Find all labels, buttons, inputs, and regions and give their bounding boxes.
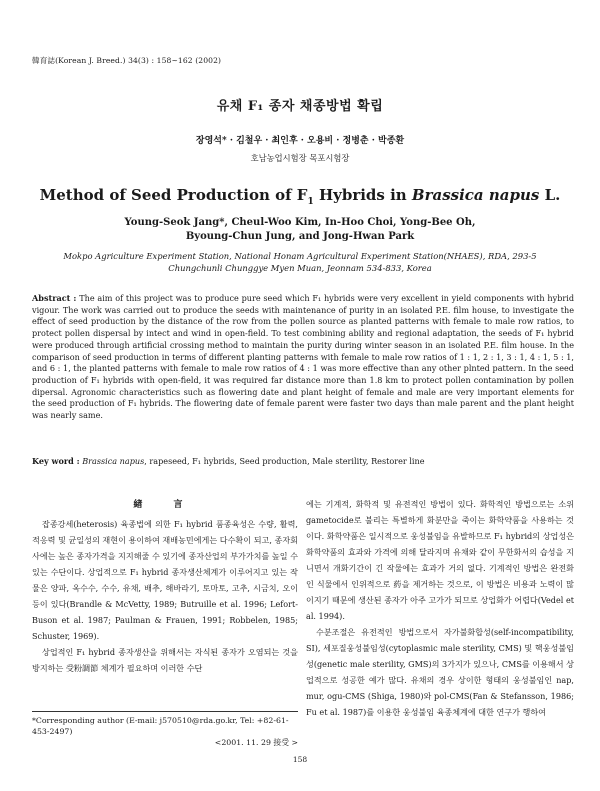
korean-title: 유채 F₁ 종자 채종방법 확립	[216, 99, 384, 114]
left-column	[32, 516, 298, 676]
keywords	[32, 456, 574, 466]
left-paragraph-1: 잡종강세(heterosis) 육종법에 의한 F₁ hybrid 품종육성은 수량, 활력, 적응력 및 균일성의 재현이 용이하여 재배농민에게는 다수확이 되고, 종자회사에는 높은 종자가격을 지지해줄 수 있기에 종자산업의 부가가치를 높일 수 있는 수단이다. 상업적으로 F₁ hybrid 종자생산체계가 이루어지고 있는 작물은 양파, 옥수수, 수수, 유채, 배추, 해바라기, 토마토, 고추, 시금치, 오이 등이 있다(Brandle & McVetty, 1989; Butruille et al. 1996; Lefort-Buson et al. 1987; Paulman & Frauen, 1991; Robbelen, 1985; Schuster, 1969).	[32, 519, 298, 641]
journal-citation: 韓育誌(Korean J. Breed.) 34(3) : 158~162 (2002)	[32, 56, 222, 65]
institution-line-2: Chungchunli Chunggye Myen Muan, Jeonnam 534-833, Korea	[168, 263, 432, 273]
footnote	[32, 715, 298, 748]
keyword-label: Key word :	[32, 456, 80, 466]
section-heading-introduction: 緖 言	[133, 500, 197, 510]
english-title	[0, 186, 600, 207]
english-authors	[0, 216, 600, 244]
received-date: <2001. 11. 29 接受 >	[214, 738, 298, 747]
keyword-text: , rapeseed, F₁ hybrids, Seed production, Male sterility, Restorer line	[144, 456, 425, 466]
english-institution	[0, 250, 600, 274]
title-part-2: Hybrids in	[313, 186, 412, 204]
footnote-divider	[32, 711, 298, 712]
authors-line-2: Byoung-Chun Jung, and Jong-Hwan Park	[185, 231, 415, 242]
footnote-text: *Corresponding author (E-mail: j570510@rda.go.kr, Tel: +82-61-453-2497)	[32, 716, 289, 736]
right-column	[306, 496, 574, 720]
authors-line-1: Young-Seok Jang*, Cheul-Woo Kim, In-Hoo Choi, Yong-Bee Oh,	[124, 217, 476, 228]
abstract-text: The aim of this project was to produce pure seed which F₁ hybrids were very excellent in yield components with hybrid vigour. The work was carried out to produce the seeds with maintenance of purity in an isolated P.E. film house, to investigate the effect of seed production by the distance of the row from the pollen source as planted patterns with female to male row ratios, to protect pollen dispersal by intect and wind in open-field. To test combining ability and regional adaptation, the seeds of F₁ hybrid were produced through artificial crossing method to maintain the purity during winter season in an isolated P.E. film house. In the comparison of seed production in terms of different planting patterns with female to male row ratios of 1 : 1, 2 : 1, 3 : 1, 4 : 1, 5 : 1, and 6 : 1, the planted patterns with female to male row ratios of 4 : 1 was more effective than any other plnted pattern. In the seed production of F₁ hybrids with open-field, it was required far distance more than 1.8 km to protect pollen contamination by pollen dipersal. Agronomic characteristics such as flowering date and plant height of female and male are very important elements for the seed production of F₁ hybrids. The flowering date of female parent were faster two days than male parent and the plant height was nearly same.	[32, 293, 575, 421]
korean-authors: 장영석* · 김철우 · 최인후 · 오용비 · 정병춘 · 박종환	[195, 136, 405, 146]
korean-institution: 호남농업시험장 목포시험장	[250, 153, 350, 163]
abstract	[32, 293, 574, 422]
title-part-3: L.	[539, 186, 561, 204]
right-paragraph-2: 수분조절은 유전적인 방법으로서 자가불화합성(self-incompatibility, SI), 세포질웅성불임성(cytoplasmic male sterility, CMS) 및 핵웅성불임성(genetic male sterility, GMS)의 3가지가 있으나, CMS를 이용해서 상업적으로 성공한 예가 많다. 유채의 경우 상이한 형태의 웅성불임인 nap, mur, ogu-CMS (Shiga, 1980)와 pol-CMS(Fan & Stefansson, 1986; Fu et al. 1987)를 이용한 웅성불임 육종체계에 대한 연구가 행하여	[306, 627, 574, 717]
page-number: 158	[292, 755, 308, 764]
abstract-label: Abstract :	[32, 293, 77, 303]
title-part-1: Method of Seed Production of F	[39, 186, 308, 204]
title-subscript: 1	[307, 197, 314, 207]
keyword-species: Brassica napus	[82, 456, 145, 466]
right-paragraph-1: 에는 기계적, 화학적 및 유전적인 방법이 있다. 화학적인 방법으로는 소위 gametocide로 불리는 특별하게 화분만을 죽이는 화학약품을 사용하는 것이다. 화학약품은 일시적으로 웅성불임을 유발하므로 F₁ hybrid의 상업성은 화학약품의 효과와 가격에 의해 달라지며 유채와 같이 무한화서의 습성을 지니면서 개화기간이 긴 작물에는 효과가 거의 없다. 기계적인 방법은 완전화인 식물에서 인위적으로 葯을 제거하는 것으로, 이 방법은 비용과 노력이 많이지기 때문에 생산된 종자가 아주 고가가 되므로 상업화가 어렵다(Vedel et al. 1994).	[306, 499, 574, 621]
institution-line-1: Mokpo Agriculture Experiment Station, National Honam Agricultural Experiment Station(NHAES), RDA, 293-5	[63, 251, 537, 261]
left-paragraph-2: 상업적인 F₁ hybrid 종자생산을 위해서는 자식된 종자가 오염되는 것을 방지하는 受粉調節 체계가 필요하며 이러한 수단	[32, 647, 298, 673]
title-species: Brassica napus	[411, 186, 540, 204]
